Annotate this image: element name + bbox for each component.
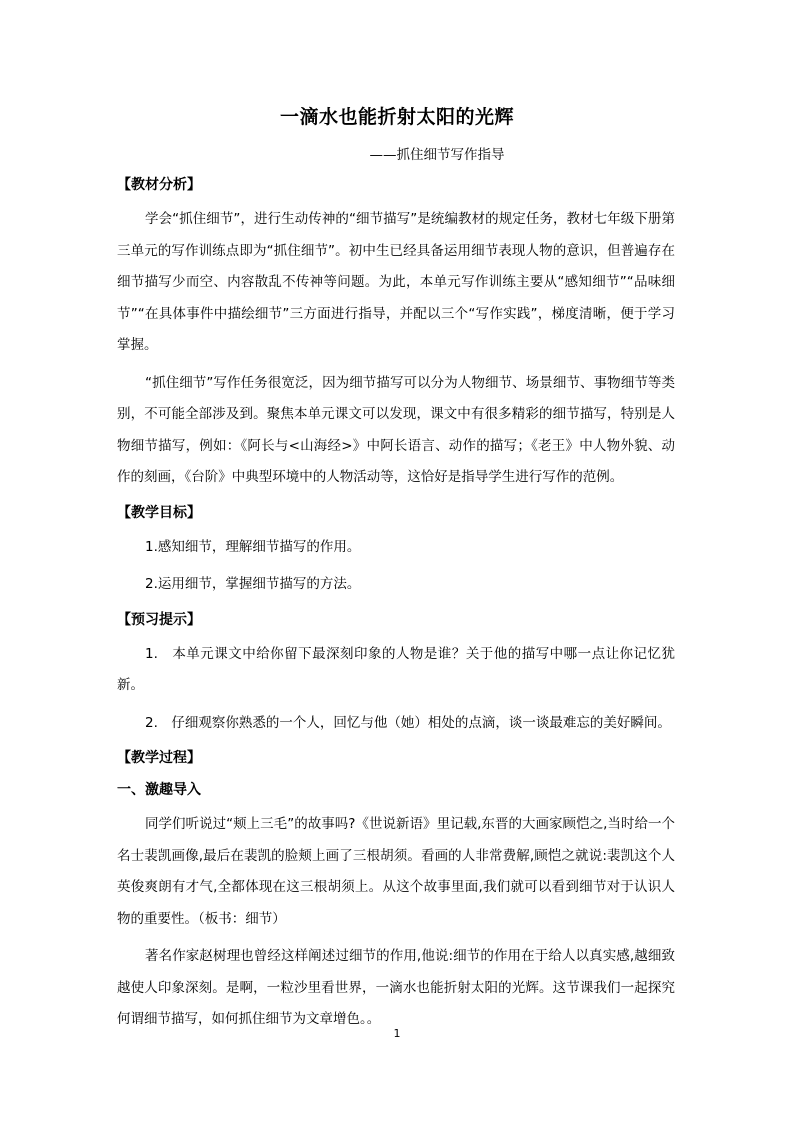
section-heading-teaching-goals: 【教学目标】 [117, 504, 201, 521]
paragraph-analysis-1: 学会“抓住细节”，进行生动传神的“细节描写”是统编教材的规定任务，教材七年级下册第三单元的写作训练点即为“抓住细节”。初中生已经具备运用细节表现人物的意识，但普遍存在细节描写少而空、内容散乱不传神等问题。为此，本单元写作训练主要从“感知细节”“品味细节”“在具体事件中描绘细节”三方面进行指导，并配以三个“写作实践”，梯度清晰，便于学习掌握。 [117, 211, 675, 353]
document-subtitle: ——抓住细节写作指导 [369, 147, 505, 163]
section-heading-preview-tips: 【预习提示】 [117, 611, 201, 628]
subheading-intro: 一、激趣导入 [117, 782, 201, 798]
preview-item-2: 2. 仔细观察你熟悉的一个人，回忆与他（她）相处的点滴，谈一谈最难忘的美好瞬间。 [145, 714, 671, 731]
document-body [117, 172, 675, 1042]
section-heading-textbook-analysis: 【教材分析】 [117, 177, 201, 193]
preview-item-1: 1. 本单元课文中给你留下最深刻印象的人物是谁？关于他的描写中哪一点让你记忆犹新。 [117, 645, 675, 693]
goal-item-2: 2.运用细节，掌握细节描写的方法。 [145, 576, 361, 592]
paragraph-intro-1: 同学们听说过“颊上三毛”的故事吗?《世说新语》里记载,东晋的大画家顾恺之,当时给一个名士裴凯画像,最后在裴凯的脸颊上画了三根胡须。看画的人非常费解,顾恺之就说:裴凯这个人英俊爽朗有才气,全都体现在这三根胡须上。从这个故事里面,我们就可以看到细节对于认识人物的重要性。（板书：细节） [117, 816, 675, 927]
section-heading-teaching-process: 【教学过程】 [117, 750, 201, 766]
paragraph-intro-2: 著名作家赵树理也曾经这样阐述过细节的作用,他说:细节的作用在于给人以真实感,越细致越使人印象深刻。是啊，一粒沙里看世界，一滴水也能折射太阳的光辉。这节课我们一起探究何谓细节描写，如何抓住细节为文章增色。。 [117, 948, 675, 1027]
document-title: 一滴水也能折射太阳的光辉 [279, 106, 514, 128]
goal-item-1: 1.感知细节，理解细节描写的作用。 [145, 538, 361, 555]
paragraph-analysis-2: “抓住细节”写作任务很宽泛，因为细节描写可以分为人物细节、场景细节、事物细节等类别，不可能全部涉及到。聚焦本单元课文可以发现，课文中有很多精彩的细节描写，特别是人物细节描写，例如：《阿长与<山海经>》中阿长语言、动作的描写；《老王》中人物外貌、动作的刻画，《台阶》中典型环境中的人物活动等，这恰好是指导学生进行写作的范例。 [117, 374, 675, 485]
page-number: 1 [393, 1027, 401, 1040]
